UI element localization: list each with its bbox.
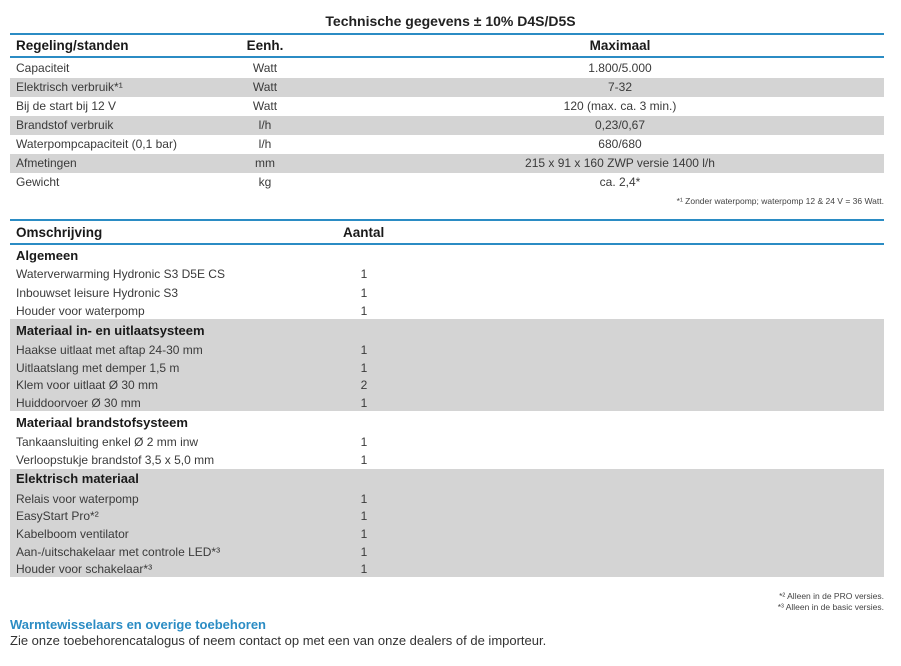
item-quantity: 1 bbox=[360, 509, 368, 523]
spec-unit: mm bbox=[255, 156, 275, 170]
spec-row bbox=[10, 173, 884, 192]
section-title: Materiaal brandstofsysteem bbox=[16, 415, 188, 430]
section-title: Algemeen bbox=[16, 248, 79, 263]
section-shade bbox=[10, 469, 884, 577]
accessories-heading: Warmtewisselaars en overige toebehoren bbox=[10, 617, 267, 632]
item-quantity: 1 bbox=[360, 361, 368, 375]
list-item: Kabelboom ventilator bbox=[16, 527, 129, 541]
spec-unit: l/h bbox=[258, 118, 272, 132]
spec-label: Bij de start bij 12 V bbox=[16, 99, 117, 113]
spec-row bbox=[10, 154, 884, 173]
accessories-text: Zie onze toebehorencatalogus of neem contact op met een van onze dealers of de importeur. bbox=[10, 633, 547, 648]
spec-row bbox=[10, 59, 884, 78]
spec-unit: Watt bbox=[252, 61, 278, 75]
spec-header-unit: Eenh. bbox=[246, 38, 284, 53]
list-item: Houder voor schakelaar*³ bbox=[16, 562, 153, 576]
list-item: Haakse uitlaat met aftap 24-30 mm bbox=[16, 343, 203, 357]
spec-row bbox=[10, 78, 884, 97]
list-item: Uitlaatslang met demper 1,5 m bbox=[16, 361, 180, 375]
spec-label: Capaciteit bbox=[16, 61, 70, 75]
list-item: Inbouwset leisure Hydronic S3 bbox=[16, 286, 179, 300]
section-title: Elektrisch materiaal bbox=[16, 471, 139, 486]
spec-title: Technische gegevens ± 10% D4S/D5S bbox=[325, 13, 576, 29]
spec-row bbox=[10, 135, 884, 154]
spec-label: Waterpompcapaciteit (0,1 bar) bbox=[16, 137, 177, 151]
spec-value: 7-32 bbox=[607, 80, 633, 94]
parts-footnote-pro: *² Alleen in de PRO versies. bbox=[779, 591, 884, 601]
parts-footnote-basic: *³ Alleen in de basic versies. bbox=[777, 602, 884, 612]
spec-unit: Watt bbox=[252, 99, 278, 113]
list-item: Houder voor waterpomp bbox=[16, 304, 145, 318]
item-quantity: 1 bbox=[360, 286, 368, 300]
spec-value: 0,23/0,67 bbox=[594, 118, 646, 132]
spec-table-header-rule bbox=[10, 56, 884, 58]
spec-label: Afmetingen bbox=[16, 156, 77, 170]
item-quantity: 1 bbox=[360, 435, 368, 449]
spec-footnote: *¹ Zonder waterpomp; waterpomp 12 & 24 V = 36 Watt. bbox=[676, 196, 884, 206]
item-quantity: 1 bbox=[360, 545, 368, 559]
spec-value: 215 x 91 x 160 ZWP versie 1400 l/h bbox=[525, 156, 715, 170]
spec-row bbox=[10, 116, 884, 135]
spec-label: Elektrisch verbruik*¹ bbox=[16, 80, 123, 94]
list-item: Verloopstukje brandstof 3,5 x 5,0 mm bbox=[16, 453, 215, 467]
list-item: EasyStart Pro*² bbox=[16, 509, 99, 523]
list-item: Klem voor uitlaat Ø 30 mm bbox=[16, 378, 159, 392]
spec-value: 1.800/5.000 bbox=[588, 61, 652, 75]
item-quantity: 1 bbox=[360, 267, 368, 281]
spec-table-top-rule bbox=[10, 33, 884, 35]
spec-unit: kg bbox=[258, 175, 272, 189]
spec-unit: Watt bbox=[252, 80, 278, 94]
spec-header-max: Maximaal bbox=[589, 38, 651, 53]
parts-table-top-rule bbox=[10, 219, 884, 221]
list-item: Huiddoorvoer Ø 30 mm bbox=[16, 396, 141, 410]
spec-unit: l/h bbox=[258, 137, 272, 151]
spec-row bbox=[10, 97, 884, 116]
spec-value: 120 (max. ca. 3 min.) bbox=[563, 99, 677, 113]
list-item: Aan-/uitschakelaar met controle LED*³ bbox=[16, 545, 221, 559]
spec-value: 680/680 bbox=[598, 137, 642, 151]
item-quantity: 1 bbox=[360, 396, 368, 410]
item-quantity: 2 bbox=[360, 378, 368, 392]
item-quantity: 1 bbox=[360, 562, 368, 576]
spec-value: ca. 2,4* bbox=[599, 175, 641, 189]
spec-label: Brandstof verbruik bbox=[16, 118, 114, 132]
parts-header-description: Omschrijving bbox=[16, 225, 103, 240]
item-quantity: 1 bbox=[360, 343, 368, 357]
parts-header-quantity: Aantal bbox=[343, 225, 385, 240]
section-title: Materiaal in- en uitlaatsysteem bbox=[16, 323, 205, 338]
list-item: Waterverwarming Hydronic S3 D5E CS bbox=[16, 267, 225, 281]
spec-header-setting: Regeling/standen bbox=[16, 38, 129, 53]
list-item: Relais voor waterpomp bbox=[16, 492, 139, 506]
item-quantity: 1 bbox=[360, 492, 368, 506]
list-item: Tankaansluiting enkel Ø 2 mm inw bbox=[16, 435, 199, 449]
spec-label: Gewicht bbox=[16, 175, 60, 189]
item-quantity: 1 bbox=[360, 453, 368, 467]
item-quantity: 1 bbox=[360, 304, 368, 318]
item-quantity: 1 bbox=[360, 527, 368, 541]
parts-table-header-rule bbox=[10, 243, 884, 245]
